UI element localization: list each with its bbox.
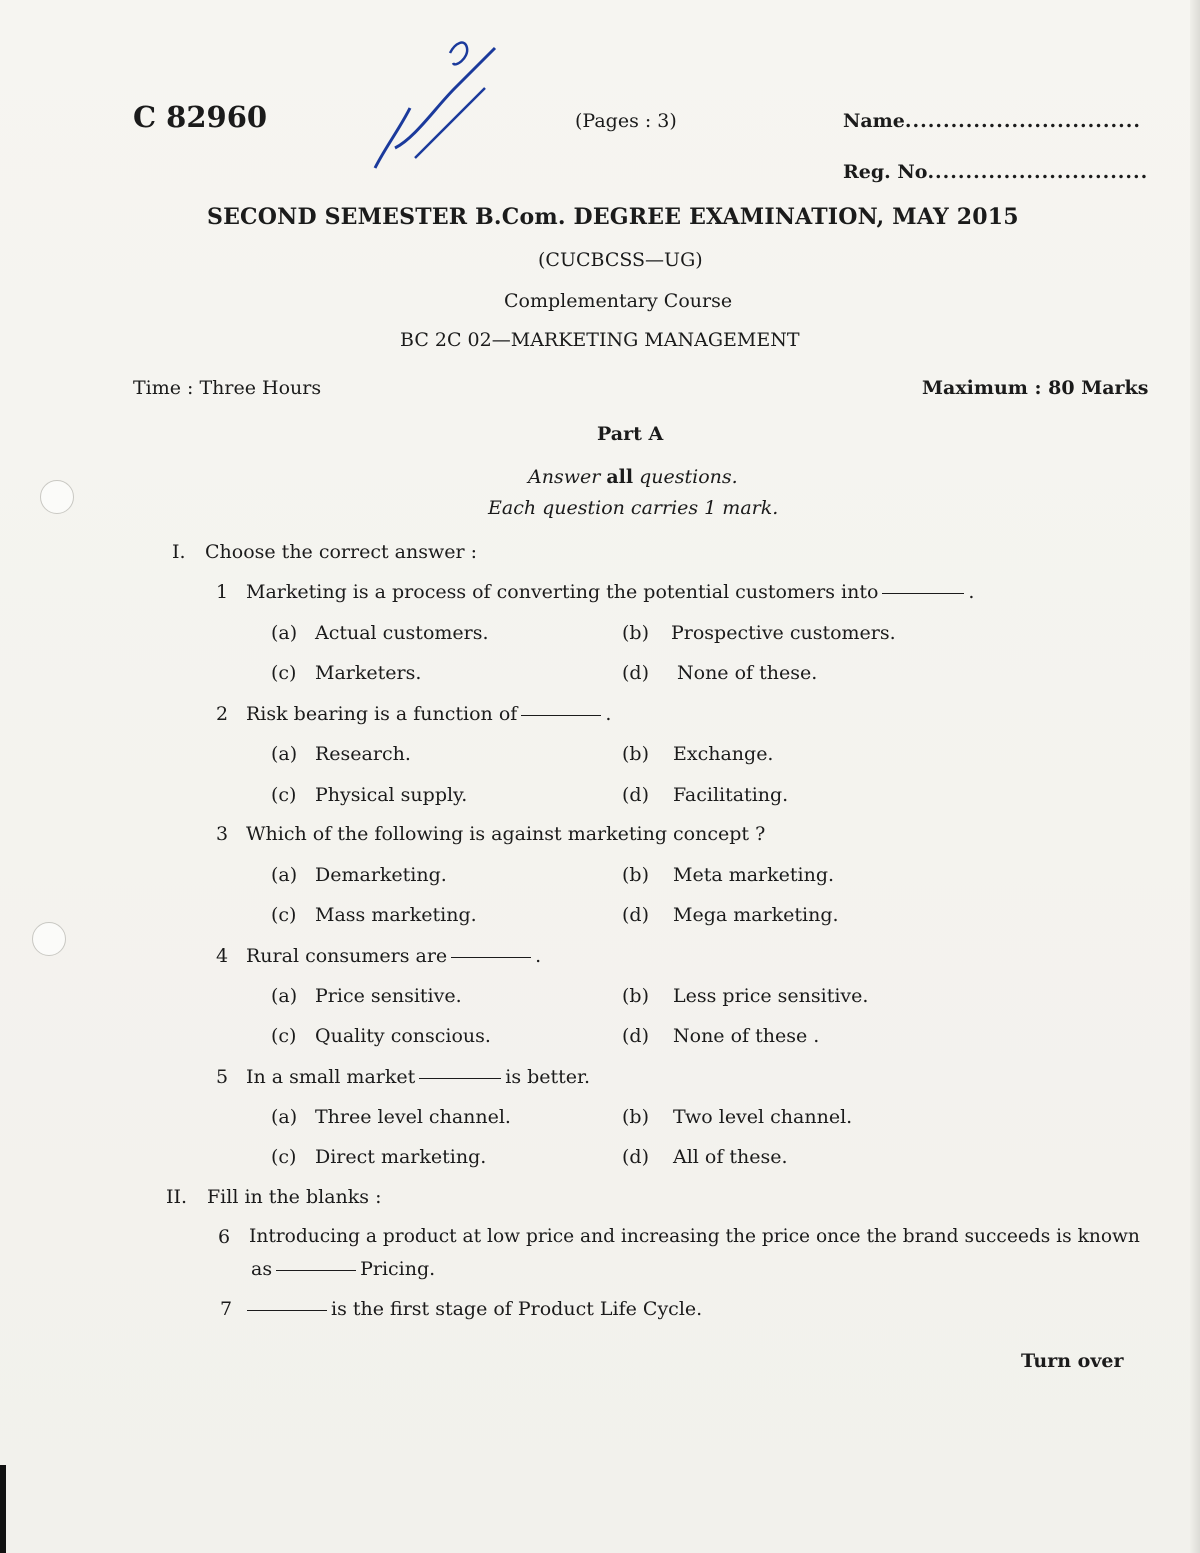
q1-option-a: Actual customers.	[315, 622, 489, 644]
question-7	[247, 1298, 702, 1320]
q5-option-d: All of these.	[673, 1146, 788, 1168]
part-a-instruction-1	[528, 466, 738, 488]
question-6-post: Pricing.	[360, 1258, 436, 1280]
question-5-suffix: is better.	[505, 1066, 591, 1088]
exam-title: SECOND SEMESTER B.Com. DEGREE EXAMINATION, MAY 2015	[207, 204, 1019, 230]
question-3-text: Which of the following is against marketing concept ?	[246, 823, 766, 845]
section-1-numeral: I.	[172, 541, 186, 563]
q5-option-d-label: (d)	[622, 1146, 649, 1168]
paper-code: C 82960	[133, 100, 268, 134]
q4-option-a: Price sensitive.	[315, 985, 462, 1007]
q4-option-d-label: (d)	[622, 1025, 649, 1047]
question-2	[246, 703, 611, 725]
q4-option-b-label: (b)	[622, 985, 649, 1007]
q1-option-a-label: (a)	[271, 622, 298, 644]
q2-option-a-label: (a)	[271, 743, 298, 765]
name-label: Name	[843, 110, 905, 132]
q5-option-c: Direct marketing.	[315, 1146, 487, 1168]
question-4-text: Rural consumers are	[246, 945, 448, 967]
q1-option-d-label: (d)	[622, 662, 649, 684]
q2-option-d-label: (d)	[622, 784, 649, 806]
answer-blank	[882, 593, 964, 594]
reg-no-field	[843, 161, 1148, 183]
q4-option-c: Quality conscious.	[315, 1025, 491, 1047]
q3-option-b-label: (b)	[622, 864, 649, 886]
q4-option-b: Less price sensitive.	[673, 985, 869, 1007]
q2-option-c: Physical supply.	[315, 784, 468, 806]
q4-option-d: None of these .	[673, 1025, 820, 1047]
question-5	[246, 1066, 590, 1088]
reg-no-dots: .............................	[927, 161, 1149, 183]
q2-option-a: Research.	[315, 743, 411, 765]
course-type: Complementary Course	[504, 290, 733, 312]
handwritten-date-signature	[355, 28, 515, 188]
q5-option-b: Two level channel.	[673, 1106, 853, 1128]
q2-option-b-label: (b)	[622, 743, 649, 765]
question-4-number: 4	[216, 945, 229, 967]
question-3-number: 3	[216, 823, 229, 845]
q5-option-a-label: (a)	[271, 1106, 298, 1128]
q1-option-d: None of these.	[677, 662, 818, 684]
q2-option-d: Facilitating.	[673, 784, 789, 806]
maximum-marks: Maximum : 80 Marks	[922, 377, 1149, 399]
turn-over: Turn over	[1021, 1350, 1124, 1372]
answer-blank	[247, 1310, 327, 1311]
time-allowed: Time : Three Hours	[133, 377, 322, 399]
question-1-number: 1	[216, 581, 229, 603]
question-1	[246, 581, 974, 603]
exam-scheme: (CUCBCSS—UG)	[538, 249, 703, 271]
answer-blank	[419, 1078, 501, 1079]
q1-option-b: Prospective customers.	[671, 622, 896, 644]
punch-hole-bottom	[32, 922, 66, 956]
question-7-text: is the first stage of Product Life Cycle.	[331, 1298, 703, 1320]
q1-option-b-label: (b)	[622, 622, 649, 644]
scan-edge-shadow	[0, 1465, 6, 1553]
answer-blank	[521, 715, 601, 716]
question-6-line-1: Introducing a product at low price and increasing the price once the brand succeeds is known	[249, 1226, 1140, 1247]
question-2-number: 2	[216, 703, 229, 725]
answer-blank	[451, 957, 531, 958]
section-1-heading: Choose the correct answer :	[205, 541, 477, 563]
question-5-text: In a small market	[246, 1066, 416, 1088]
question-7-number: 7	[220, 1298, 233, 1320]
q4-option-a-label: (a)	[271, 985, 298, 1007]
instruction-1-emphasis: all	[606, 466, 634, 488]
page-count: (Pages : 3)	[575, 110, 677, 132]
q3-option-d: Mega marketing.	[673, 904, 839, 926]
punch-hole-top	[40, 480, 74, 514]
q5-option-c-label: (c)	[271, 1146, 297, 1168]
question-6-pre: as	[251, 1258, 273, 1280]
reg-no-label: Reg. No	[843, 161, 928, 183]
paper-title: BC 2C 02—MARKETING MANAGEMENT	[400, 329, 800, 351]
answer-blank	[276, 1270, 356, 1271]
question-4-suffix: .	[535, 945, 542, 967]
q3-option-a-label: (a)	[271, 864, 298, 886]
q4-option-c-label: (c)	[271, 1025, 297, 1047]
question-5-number: 5	[216, 1066, 229, 1088]
question-1-suffix: .	[968, 581, 975, 603]
q3-option-c-label: (c)	[271, 904, 297, 926]
name-field	[843, 110, 1141, 132]
q3-option-a: Demarketing.	[315, 864, 447, 886]
q3-option-b: Meta marketing.	[673, 864, 835, 886]
question-6-line-2	[251, 1258, 435, 1280]
question-6-number: 6	[218, 1226, 231, 1248]
instruction-1-pre: Answer	[528, 466, 607, 488]
scan-right-edge	[1190, 0, 1200, 1553]
q3-option-d-label: (d)	[622, 904, 649, 926]
name-dots: ...............................	[904, 110, 1141, 132]
q5-option-a: Three level channel.	[315, 1106, 511, 1128]
q2-option-b: Exchange.	[673, 743, 774, 765]
question-2-suffix: .	[605, 703, 612, 725]
q2-option-c-label: (c)	[271, 784, 297, 806]
question-2-text: Risk bearing is a function of	[246, 703, 518, 725]
section-2-numeral: II.	[166, 1186, 188, 1208]
instruction-1-post: questions.	[633, 466, 738, 488]
q1-option-c-label: (c)	[271, 662, 297, 684]
question-1-text: Marketing is a process of converting the potential customers into	[246, 581, 879, 603]
section-2-heading: Fill in the blanks :	[207, 1186, 382, 1208]
question-4	[246, 945, 541, 967]
q3-option-c: Mass marketing.	[315, 904, 477, 926]
q1-option-c: Marketers.	[315, 662, 422, 684]
q5-option-b-label: (b)	[622, 1106, 649, 1128]
part-a-instruction-2: Each question carries 1 mark.	[488, 497, 779, 519]
part-a-heading: Part A	[597, 423, 664, 445]
